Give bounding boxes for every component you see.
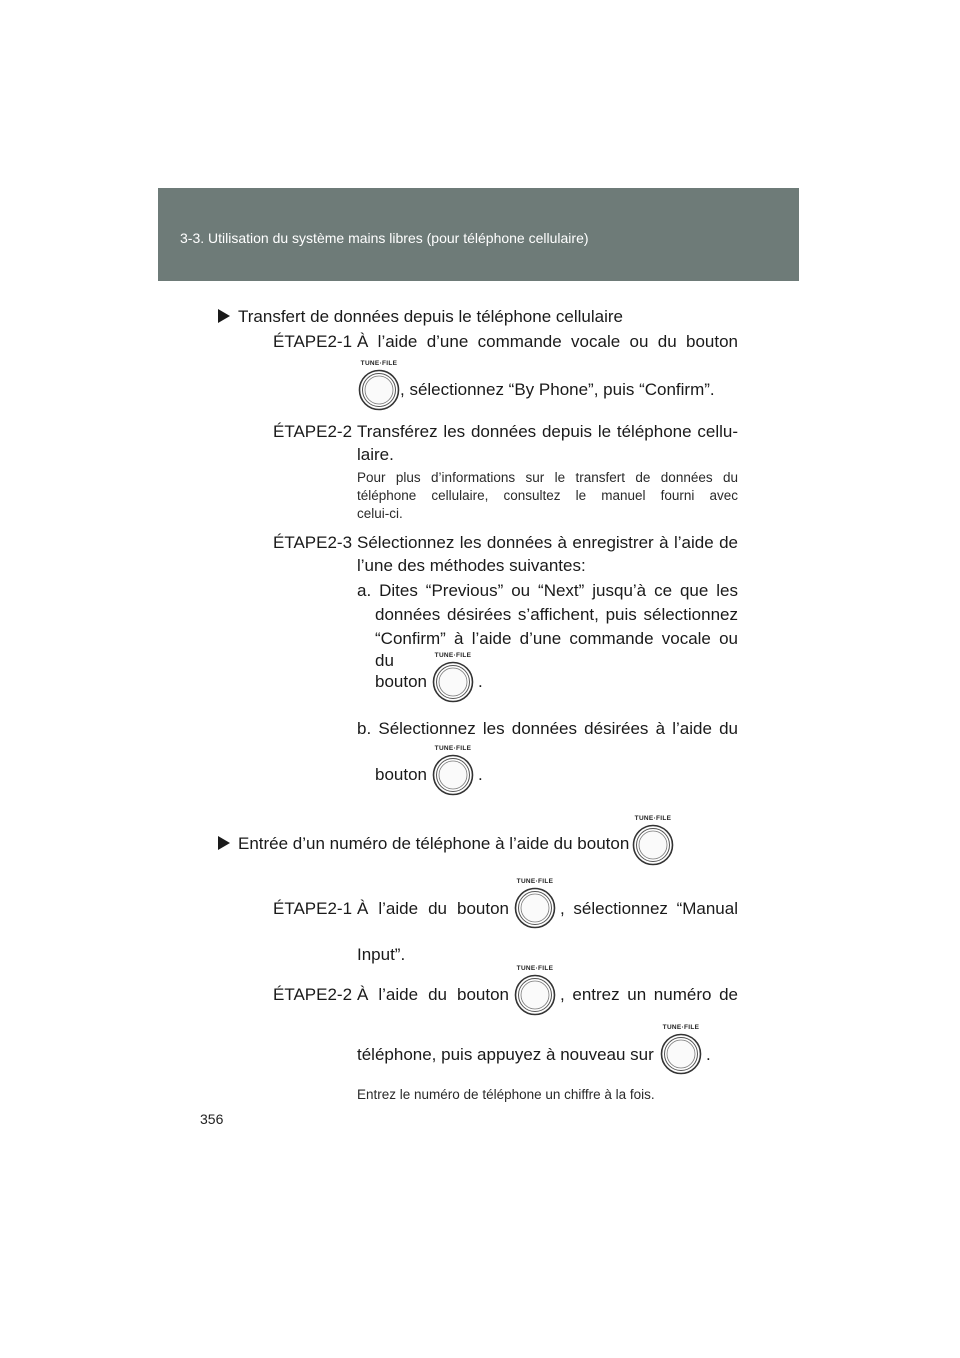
option-a-text: a. Dites “Previous” ou “Next” jusqu’à ce que les [357,581,738,600]
option-a-text: bouton [375,672,427,691]
note-text: celui-ci. [357,506,403,521]
option-a-text: “Confirm” à l’aide d’une commande vocale ou du [375,629,738,670]
page-number: 356 [200,1111,224,1127]
knob-dial [358,369,400,411]
knob-dial [432,661,474,703]
step-label: ÉTAPE2-1 [273,332,353,351]
option-a-end: . [478,672,483,691]
knob-dial [514,974,556,1016]
step-text: Input”. [357,945,406,964]
note-text: Entrez le numéro de téléphone un chiffre à la fois. [357,1087,655,1102]
option-b-text: bouton [375,765,427,784]
tune-file-knob-icon [656,1024,706,1076]
step-label: ÉTAPE2-1 [273,899,353,918]
tune-file-knob-icon [428,745,478,797]
triangle-bullet-icon [218,309,230,323]
step-text: À l’aide d’une commande vocale ou du bouton [357,332,738,351]
knob-label: TUNE·FILE [662,1024,700,1031]
step-text: À l’aide du bouton [357,985,509,1004]
step-end: . [706,1045,711,1064]
step-text: À l’aide du bouton [357,899,509,918]
step-label: ÉTAPE2-3 [273,533,353,552]
section-header-bar [158,188,799,281]
knob-label: TUNE·FILE [516,878,554,885]
step-text: Transférez les données depuis le téléphone cellu- [357,422,738,441]
section-title: 3-3. Utilisation du système mains libres (pour téléphone cellulaire) [180,230,589,246]
knob-dial [632,824,674,866]
note-text: téléphone cellulaire, consultez le manuel fourni avec [357,488,738,503]
option-a-text: données désirées s’affichent, puis sélectionnez [375,605,738,624]
step-text: Sélectionnez les données à enregistrer à l’aide de [357,533,738,552]
step-label: ÉTAPE2-2 [273,985,353,1004]
knob-label: TUNE·FILE [516,965,554,972]
knob-dial [432,754,474,796]
tune-file-knob-icon [628,815,678,867]
option-b-text: b. Sélectionnez les données désirées à l’aide du [357,719,738,738]
step-text: , entrez un numéro de [560,985,738,1004]
knob-dial [514,887,556,929]
option-b-end: . [478,765,483,784]
tune-file-knob-icon [428,652,478,704]
section-heading-phone-number: Entrée d’un numéro de téléphone à l’aide du bouton [218,833,629,855]
section-heading-transfer: Transfert de données depuis le téléphone cellulaire [218,306,623,328]
triangle-bullet-icon [218,836,230,850]
step-text: , sélectionnez “By Phone”, puis “Confirm”. [400,380,715,399]
tune-file-knob-icon [354,360,404,412]
tune-file-knob-icon [510,965,560,1017]
note-text: Pour plus d’informations sur le transfert de données du [357,470,738,485]
step-text: laire. [357,445,394,464]
step-text: l’une des méthodes suivantes: [357,556,586,575]
knob-label: TUNE·FILE [634,815,672,822]
knob-label: TUNE·FILE [434,652,472,659]
knob-label: TUNE·FILE [360,360,398,367]
tune-file-knob-icon [510,878,560,930]
step-label: ÉTAPE2-2 [273,422,353,441]
knob-label: TUNE·FILE [434,745,472,752]
step-text: téléphone, puis appuyez à nouveau sur [357,1045,654,1064]
step-text: , sélectionnez “Manual [560,899,738,918]
knob-dial [660,1033,702,1075]
